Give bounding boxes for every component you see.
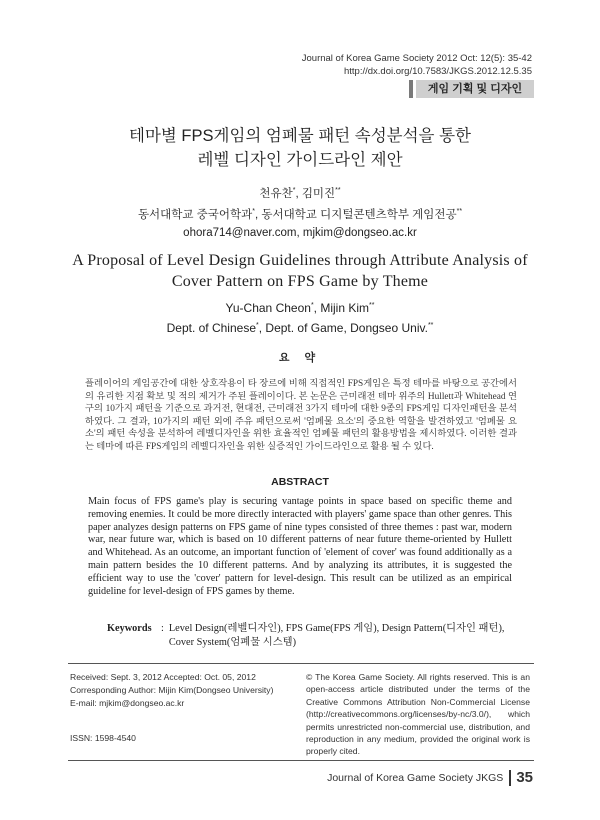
title-english-line-2: Cover Pattern on FPS Game by Theme [171, 273, 429, 290]
keywords-text: Level Design(레벨디자인), FPS Game(FPS 게임), Design Pattern(디자인 패턴), Cover System(엄폐물 시스템) [168, 623, 505, 648]
author-name: 천유찬 [259, 187, 293, 200]
affiliations-english [0, 317, 600, 337]
section-tag [416, 80, 534, 98]
author-mark: * [292, 187, 296, 194]
affiliation: Dept. of Chinese [166, 321, 256, 335]
abstract-body: Main focus of FPS game's play is securing vantage points in space based on specific theme and removing enemies. It could be more directly interacted with players' game space than other genres. This paper analyzes design patterns on FPS game of nine types consisted of three themes : past war, modern war, near future war, which is based on 10 different patterns of near future theme-oriented by Hullett and Whitehead. As an outcome, an important function of 'element of cover' was found additionally as a main pattern besides the 10 different patterns. And by analyzing its attributes, it is suggested the efficient way to use the 'cover' pattern for level-design. This result can be utilized as an empirical guideline for level-design of FPS games by theme. [88, 496, 512, 597]
affiliation-mark: ** [456, 207, 463, 215]
author-emails[interactable]: ohora714@naver.com, mjkim@dongseo.ac.kr [183, 226, 417, 239]
footer-journal-name: Journal of Korea Game Society JKGS [327, 771, 504, 784]
affiliation-mark: * [256, 322, 259, 329]
author-name: Yu-Chan Cheon [225, 301, 311, 315]
author-name: , 김미진 [295, 187, 336, 200]
copyright-notice: © The Korea Game Society. All rights reserved. This is an open-access article distributed under the terms of the Creative Commons Attribution Non-Commercial License (http://creativecommons.org/licenses/by-nc/3.0/), which permits unrestricted non-commercial use, distribution, and reproduction in any medium, provided the original work is properly cited. [306, 672, 530, 757]
doi-link[interactable]: http://dx.doi.org/10.7583/JKGS.2012.12.5.35 [343, 66, 532, 77]
issn: ISSN: 1598-4540 [70, 733, 136, 743]
author-names-english [0, 297, 600, 317]
section-tag-label: 게임 기획 및 디자인 [427, 83, 523, 95]
section-tag-bar [409, 80, 413, 98]
author-names-korean [0, 182, 600, 203]
summary-korean-heading: 요 약 [278, 352, 322, 364]
affiliation-mark: ** [427, 322, 434, 329]
author-email[interactable]: E-mail: mjkim@dongseo.ac.kr [70, 698, 185, 708]
abstract-heading: ABSTRACT [271, 476, 329, 488]
affiliation: , Dept. of Game, Dongseo Univ. [258, 321, 428, 335]
footer-divider-top [68, 663, 534, 664]
affiliation: 동서대학교 중국어학과 [137, 208, 253, 221]
keywords [107, 622, 517, 650]
authors-english [0, 297, 600, 337]
footer-divider-bottom [68, 760, 534, 761]
footer-separator [509, 770, 511, 786]
affiliation: , 동서대학교 디지털콘텐츠학부 게임전공 [254, 208, 457, 221]
article-info [70, 671, 292, 710]
keywords-separator: : [161, 623, 164, 634]
title-korean-line-2: 레벨 디자인 가이드라인 제안 [197, 151, 403, 169]
title-english [0, 250, 600, 292]
journal-header [302, 52, 532, 78]
authors-korean [0, 182, 600, 242]
affiliations-korean [0, 203, 600, 224]
title-korean-line-1: 테마별 FPS게임의 엄폐물 패턴 속성분석을 통한 [129, 127, 471, 145]
page-footer [327, 769, 533, 786]
corresponding-author: Corresponding Author: Mijin Kim(Dongseo University) [70, 685, 274, 695]
summary-korean-body: 플레이어의 게임공간에 대한 상호작용이 타 장르에 비해 직접적인 FPS게임은 특정 테마를 바탕으로 공간에서의 유리한 지점 확보 및 적의 제거가 주된 플레이이다. 본 논문은 근미래전 테마 위주의 Hullett과 Whitehead 연구의 10가지 패턴을 기준으로 과거전, 현대전, 근미래전 3가지 테마에 대한 9종의 FPS게임 디자인패턴을 분석하였다. 그 결과, 10가지의 패턴 외에 주유 패턴으로써 '엄폐물 요소'의 중요한 역할을 발견하였고 '엄폐물 요소'의 패턴 속성을 분석하여 레벨디자인을 위한 효율적인 엄폐물 패턴의 활용방법을 제시하였다. 이러한 결과는 테마에 따른 FPS게임의 레벨디자인을 위한 실증적인 가이드라인으로 활용 될 수 있다. [85, 379, 517, 452]
author-name: , Mijin Kim [313, 301, 370, 315]
received-accepted: Received: Sept. 3, 2012 Accepted: Oct. 05, 2012 [70, 672, 256, 682]
affiliation-mark: * [252, 207, 255, 215]
keywords-label: Keywords [107, 623, 152, 634]
page-number: 35 [516, 769, 533, 786]
author-mark: * [310, 302, 314, 309]
author-mark: ** [369, 302, 375, 309]
title-english-line-1: A Proposal of Level Design Guidelines through Attribute Analysis of [72, 252, 528, 269]
title-korean [0, 124, 600, 172]
author-mark: ** [335, 187, 341, 194]
citation: Journal of Korea Game Society 2012 Oct: 12(5): 35-42 [301, 53, 532, 64]
